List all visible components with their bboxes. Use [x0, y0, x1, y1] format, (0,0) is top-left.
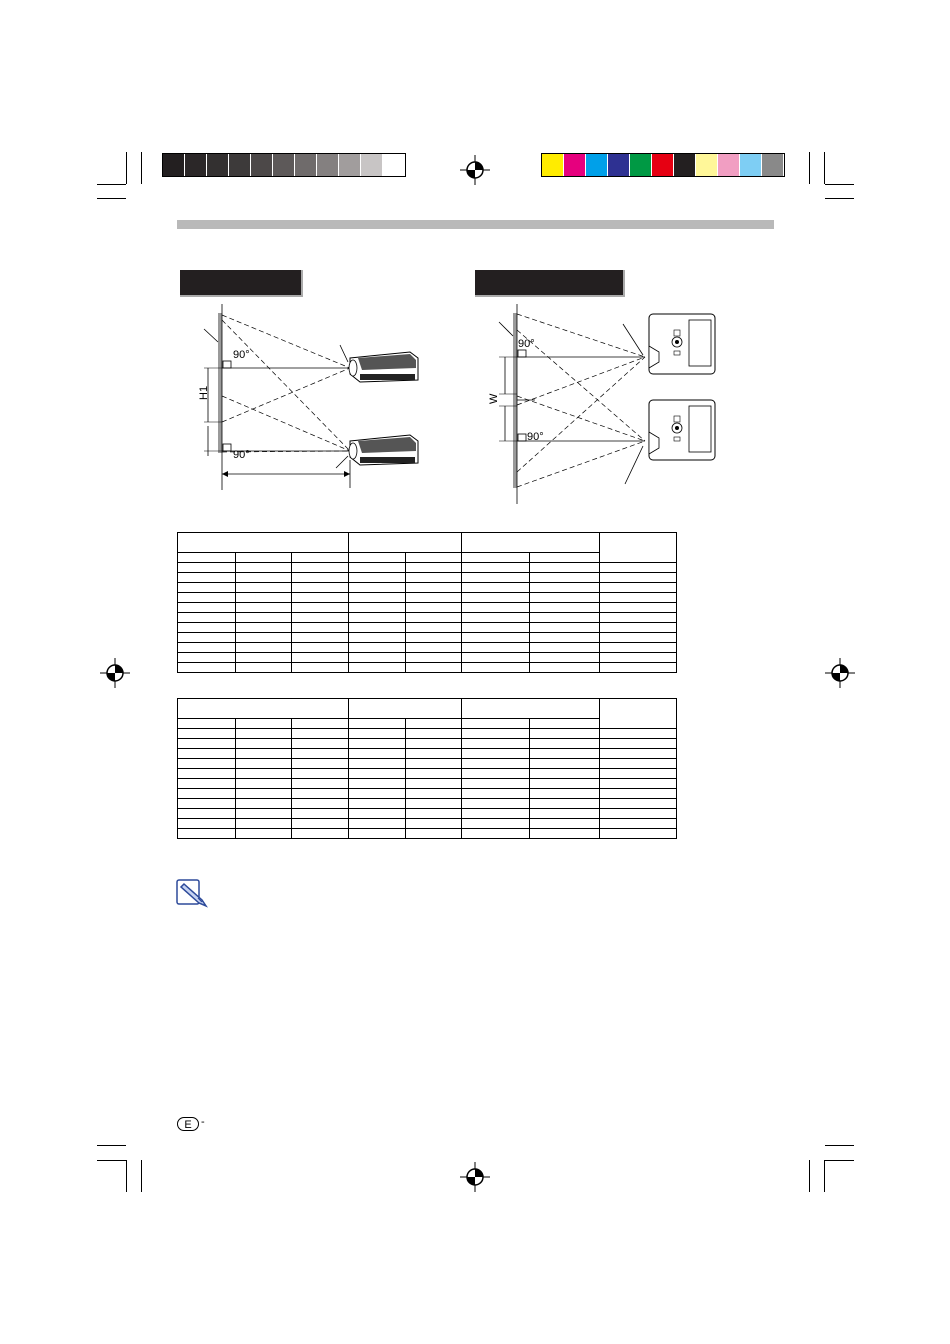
- table-cell: [178, 769, 236, 779]
- table-cell: [530, 613, 600, 623]
- color-swatch: [207, 154, 229, 176]
- table-cell: [349, 809, 406, 819]
- table-cell: [600, 729, 677, 739]
- table-cell: [292, 729, 349, 739]
- table-cell: [530, 789, 600, 799]
- table-cell: [292, 749, 349, 759]
- svg-text:90°: 90°: [233, 449, 250, 461]
- table-cell: [292, 573, 349, 583]
- table-cell: [600, 593, 677, 603]
- table-cell: [530, 573, 600, 583]
- table-cell: [600, 663, 677, 673]
- table-cell: [236, 759, 292, 769]
- table-row: [178, 593, 677, 603]
- table-cell: [349, 779, 406, 789]
- svg-text:90°: 90°: [233, 349, 250, 361]
- table-row: [178, 729, 677, 739]
- table-cell: [236, 789, 292, 799]
- table-row: [178, 603, 677, 613]
- table-cell: [292, 779, 349, 789]
- table-cell: [178, 633, 236, 643]
- table-cell: [349, 633, 406, 643]
- color-swatch: [383, 154, 405, 176]
- table-cell: [178, 593, 236, 603]
- table-cell: [530, 759, 600, 769]
- crop-mark: [126, 152, 127, 184]
- color-swatch: [740, 154, 762, 176]
- table-cell: [292, 623, 349, 633]
- table-cell: [292, 653, 349, 663]
- registration-mark-icon: [825, 658, 855, 688]
- table-cell: [406, 749, 462, 759]
- table-cell: [349, 613, 406, 623]
- table-cell: [600, 759, 677, 769]
- side-view-diagram: [190, 300, 430, 500]
- table-cell: [462, 799, 530, 809]
- color-swatch: [251, 154, 273, 176]
- table-cell: [236, 829, 292, 839]
- table-cell: [462, 769, 530, 779]
- table-cell: [292, 829, 349, 839]
- table-cell: [292, 759, 349, 769]
- table-cell: [406, 799, 462, 809]
- table-cell: [236, 739, 292, 749]
- table-cell: [406, 769, 462, 779]
- table-cell: [462, 789, 530, 799]
- table-row: [178, 759, 677, 769]
- table-cell: [530, 623, 600, 633]
- table-cell: [178, 809, 236, 819]
- table-row: [178, 819, 677, 829]
- section-header-bar: [177, 220, 774, 229]
- table-cell: [178, 663, 236, 673]
- table-cell: [349, 563, 406, 573]
- crop-mark: [824, 152, 825, 184]
- table-cell: [462, 613, 530, 623]
- table-cell: [600, 563, 677, 573]
- table-row: [178, 643, 677, 653]
- table-row: [178, 829, 677, 839]
- note-pencil-icon: [176, 878, 208, 908]
- table-cell: [600, 819, 677, 829]
- table-row: [178, 799, 677, 809]
- table-row: [178, 613, 677, 623]
- table-cell: [236, 593, 292, 603]
- color-swatch: [608, 154, 630, 176]
- crop-mark: [97, 198, 126, 199]
- table-cell: [236, 653, 292, 663]
- color-swatch: [185, 154, 207, 176]
- registration-mark-icon: [460, 155, 490, 185]
- table-cell: [292, 613, 349, 623]
- table-cell: [406, 593, 462, 603]
- table-cell: [236, 613, 292, 623]
- table-cell: [530, 739, 600, 749]
- table-cell: [236, 623, 292, 633]
- table-cell: [349, 749, 406, 759]
- table-cell: [600, 739, 677, 749]
- color-swatch: [317, 154, 339, 176]
- table-cell: [530, 769, 600, 779]
- table-cell: [406, 739, 462, 749]
- color-swatch: [586, 154, 608, 176]
- table-cell: [530, 799, 600, 809]
- table-cell: [349, 769, 406, 779]
- color-swatch: [674, 154, 696, 176]
- table-cell: [349, 829, 406, 839]
- screen-icon: [513, 313, 517, 488]
- table-cell: [462, 759, 530, 769]
- table-row: [178, 663, 677, 673]
- table-cell: [178, 563, 236, 573]
- table-cell: [406, 819, 462, 829]
- table-cell: [236, 583, 292, 593]
- table-cell: [600, 829, 677, 839]
- table-cell: [178, 573, 236, 583]
- crop-mark: [126, 1160, 127, 1192]
- table-cell: [292, 643, 349, 653]
- table-cell: [349, 789, 406, 799]
- table-cell: [406, 829, 462, 839]
- table-cell: [178, 799, 236, 809]
- table-cell: [178, 623, 236, 633]
- color-bar: [541, 153, 785, 177]
- color-swatch: [630, 154, 652, 176]
- table-cell: [406, 653, 462, 663]
- registration-mark-icon: [100, 658, 130, 688]
- table-cell: [530, 779, 600, 789]
- diagram-tab-left: [180, 270, 303, 297]
- table-row: [178, 769, 677, 779]
- table-cell: [236, 573, 292, 583]
- crop-mark: [825, 198, 854, 199]
- table-cell: [530, 729, 600, 739]
- table-cell: [349, 759, 406, 769]
- table-cell: [462, 643, 530, 653]
- table-cell: [600, 643, 677, 653]
- page-number-dash: -: [201, 1116, 205, 1128]
- table-cell: [292, 799, 349, 809]
- table-row: [178, 573, 677, 583]
- table-cell: [600, 603, 677, 613]
- color-swatch: [762, 154, 784, 176]
- svg-text:90°: 90°: [518, 338, 535, 350]
- table-cell: [406, 789, 462, 799]
- registration-mark-icon: [460, 1162, 490, 1192]
- table-cell: [292, 809, 349, 819]
- projector-icon: [349, 435, 418, 465]
- table-cell: [406, 729, 462, 739]
- table-cell: [178, 653, 236, 663]
- table-cell: [178, 603, 236, 613]
- table-cell: [236, 799, 292, 809]
- table-cell: [600, 789, 677, 799]
- crop-mark: [97, 1160, 126, 1161]
- table-row: [178, 739, 677, 749]
- diagram-tab-right: [475, 270, 625, 297]
- crop-mark: [824, 1160, 825, 1192]
- grayscale-bar: [162, 153, 406, 177]
- table-row: [178, 749, 677, 759]
- table-cell: [462, 729, 530, 739]
- table-cell: [462, 653, 530, 663]
- table-cell: [600, 573, 677, 583]
- svg-text:90°: 90°: [527, 431, 544, 443]
- table-cell: [349, 799, 406, 809]
- color-swatch: [273, 154, 295, 176]
- table-cell: [530, 633, 600, 643]
- crop-mark: [97, 184, 126, 185]
- table-cell: [600, 749, 677, 759]
- table-cell: [600, 623, 677, 633]
- table-cell: [178, 583, 236, 593]
- svg-text:H1: H1: [198, 385, 210, 400]
- table-cell: [462, 749, 530, 759]
- table-cell: [530, 653, 600, 663]
- table-cell: [600, 769, 677, 779]
- table-cell: [236, 779, 292, 789]
- table-cell: [600, 633, 677, 643]
- table-row: [178, 789, 677, 799]
- table-cell: [406, 809, 462, 819]
- table-cell: [462, 739, 530, 749]
- table-cell: [349, 583, 406, 593]
- projector-icon: [649, 314, 715, 374]
- page-language-badge: E: [177, 1117, 199, 1131]
- table-cell: [349, 739, 406, 749]
- table-cell: [236, 643, 292, 653]
- table-cell: [406, 603, 462, 613]
- table-cell: [236, 603, 292, 613]
- table-cell: [406, 643, 462, 653]
- table-cell: [349, 573, 406, 583]
- table-header-row: [178, 699, 677, 719]
- table-row: [178, 583, 677, 593]
- table-cell: [462, 829, 530, 839]
- table-cell: [292, 633, 349, 643]
- table-cell: [236, 819, 292, 829]
- table-cell: [600, 653, 677, 663]
- table-cell: [530, 819, 600, 829]
- table-cell: [349, 643, 406, 653]
- table-cell: [178, 613, 236, 623]
- table-cell: [600, 583, 677, 593]
- crop-mark: [809, 152, 810, 184]
- table-cell: [349, 593, 406, 603]
- color-swatch: [652, 154, 674, 176]
- crop-mark: [825, 1145, 854, 1146]
- color-swatch: [229, 154, 251, 176]
- table-cell: [178, 779, 236, 789]
- throw-distance-table-1: [177, 532, 677, 673]
- table-cell: [406, 583, 462, 593]
- crop-mark: [97, 1145, 126, 1146]
- table-cell: [600, 613, 677, 623]
- table-cell: [236, 663, 292, 673]
- projector-icon: [349, 352, 418, 382]
- table-cell: [462, 583, 530, 593]
- table-cell: [349, 603, 406, 613]
- crop-mark: [809, 1160, 810, 1192]
- table-cell: [236, 809, 292, 819]
- table-cell: [349, 729, 406, 739]
- table-cell: [236, 769, 292, 779]
- table-cell: [530, 663, 600, 673]
- table-cell: [292, 593, 349, 603]
- table-cell: [292, 603, 349, 613]
- color-swatch: [163, 154, 185, 176]
- table-cell: [462, 563, 530, 573]
- table-cell: [462, 663, 530, 673]
- table-cell: [530, 583, 600, 593]
- table-cell: [406, 633, 462, 643]
- table-cell: [236, 633, 292, 643]
- table-cell: [292, 739, 349, 749]
- table-row: [178, 779, 677, 789]
- table-cell: [600, 799, 677, 809]
- crop-mark: [825, 184, 854, 185]
- svg-text:W: W: [488, 393, 500, 404]
- table-cell: [292, 583, 349, 593]
- crop-mark: [825, 1160, 854, 1161]
- table-cell: [462, 593, 530, 603]
- table-header-row: [178, 533, 677, 553]
- table-cell: [349, 623, 406, 633]
- crop-mark: [141, 152, 142, 184]
- color-swatch: [564, 154, 586, 176]
- table-cell: [178, 749, 236, 759]
- table-cell: [178, 739, 236, 749]
- table-cell: [406, 613, 462, 623]
- color-swatch: [295, 154, 317, 176]
- table-cell: [406, 663, 462, 673]
- table-cell: [530, 563, 600, 573]
- table-cell: [600, 809, 677, 819]
- table-cell: [406, 563, 462, 573]
- table-cell: [530, 809, 600, 819]
- table-cell: [406, 623, 462, 633]
- table-cell: [349, 653, 406, 663]
- table-row: [178, 623, 677, 633]
- table-cell: [530, 643, 600, 653]
- color-swatch: [361, 154, 383, 176]
- table-row: [178, 809, 677, 819]
- table-cell: [462, 623, 530, 633]
- color-swatch: [542, 154, 564, 176]
- table-cell: [292, 769, 349, 779]
- table-cell: [236, 563, 292, 573]
- projector-icon: [649, 400, 715, 460]
- table-cell: [292, 789, 349, 799]
- table-cell: [530, 603, 600, 613]
- table-cell: [178, 789, 236, 799]
- table-row: [178, 563, 677, 573]
- top-view-diagram: [485, 300, 725, 510]
- color-swatch: [696, 154, 718, 176]
- table-cell: [178, 643, 236, 653]
- table-row: [178, 633, 677, 643]
- throw-distance-table-2: [177, 698, 677, 839]
- table-row: [178, 653, 677, 663]
- table-cell: [600, 779, 677, 789]
- table-cell: [292, 663, 349, 673]
- table-cell: [530, 593, 600, 603]
- crop-mark: [141, 1160, 142, 1192]
- table-cell: [236, 729, 292, 739]
- table-cell: [178, 819, 236, 829]
- table-cell: [406, 573, 462, 583]
- table-cell: [178, 829, 236, 839]
- color-swatch: [339, 154, 361, 176]
- table-cell: [462, 809, 530, 819]
- table-cell: [349, 663, 406, 673]
- table-cell: [406, 759, 462, 769]
- table-cell: [462, 573, 530, 583]
- table-cell: [236, 749, 292, 759]
- table-cell: [178, 729, 236, 739]
- table-cell: [292, 563, 349, 573]
- table-cell: [462, 819, 530, 829]
- table-cell: [462, 779, 530, 789]
- table-cell: [349, 819, 406, 829]
- table-cell: [292, 819, 349, 829]
- table-cell: [462, 603, 530, 613]
- color-swatch: [718, 154, 740, 176]
- screen-icon: [218, 313, 222, 453]
- table-cell: [462, 633, 530, 643]
- table-cell: [530, 749, 600, 759]
- table-cell: [530, 829, 600, 839]
- table-cell: [178, 759, 236, 769]
- table-cell: [406, 779, 462, 789]
